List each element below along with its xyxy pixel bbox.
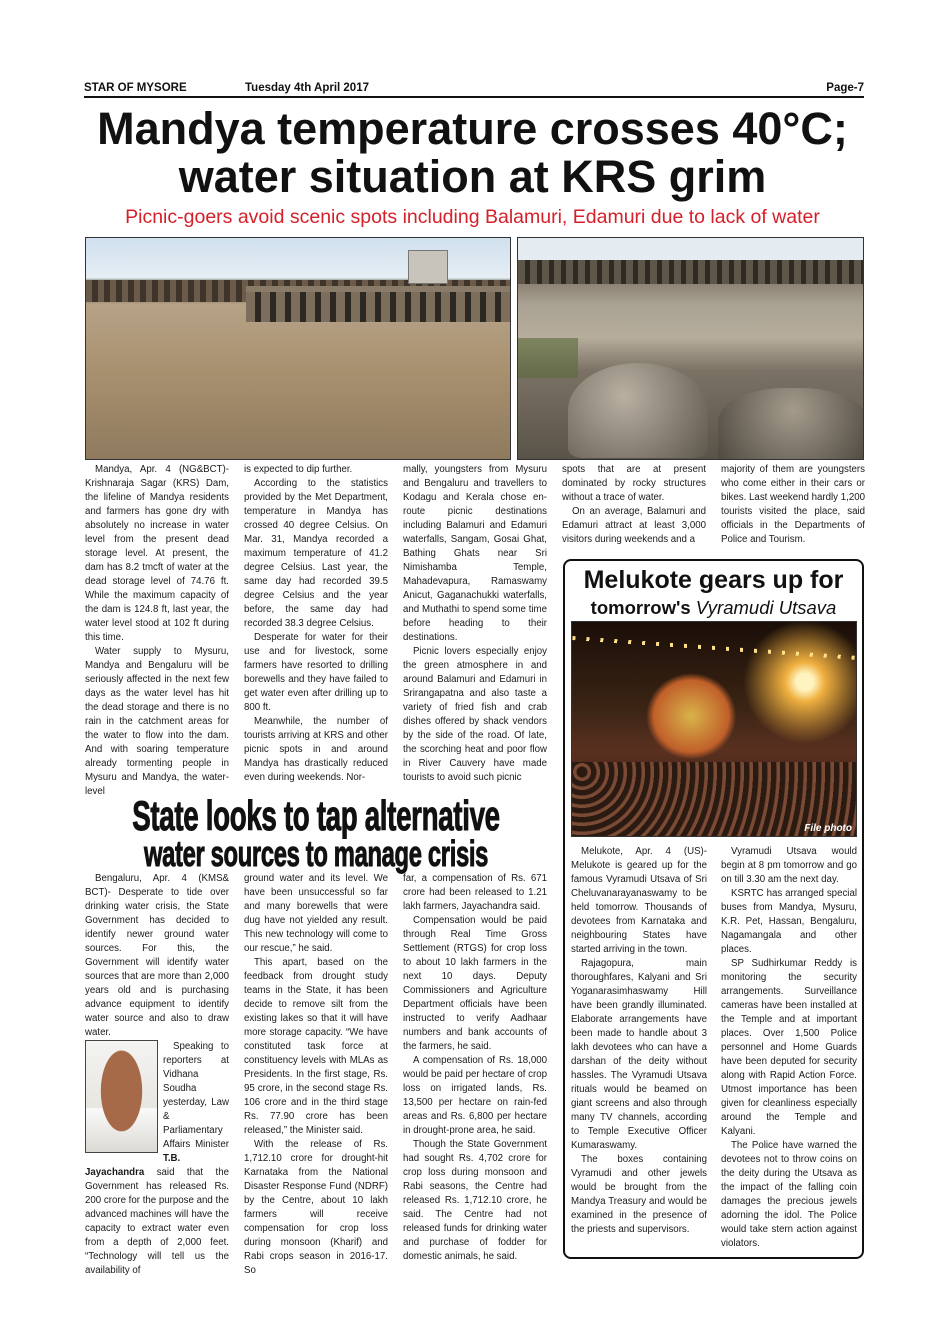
- paragraph: spots that are at present dominated by rocky structures without a trace of water.: [562, 464, 706, 503]
- text-run: Speaking to reporters at Vidhana Soudha yesterday, Law & Parliamentary Affairs Minister: [163, 1041, 229, 1150]
- paragraph: A compensation of Rs. 18,000 would be paid per hectare of crop loss on irrigated lands, Rs. 13,500 per hectare on rain-fed areas and Rs. 6,800 per hectare in drought-prone area, he said.: [403, 1055, 547, 1136]
- second-headline-line1: State looks to tap alternative: [132, 792, 500, 839]
- lead-column-2: [244, 463, 388, 785]
- paragraph: According to the statistics provided by the Met Department, temperature in Mandya has crossed 40 degree Celsius. On Mar. 31, Mandya recorded a maximum temperature of 41.2 degree Celsius. Last year, the same day had recorded 39.5 degree Celsius and the year before, the same day had recorded 38.3 degree Celsius.: [244, 478, 388, 629]
- lead-column-3: [403, 463, 547, 785]
- paragraph: The boxes containing Vyramudi and other jewels would be brought from the Mandya Treasury and would be examined in the presence of the priests and supervisors.: [571, 1154, 707, 1235]
- lead-column-5: [721, 463, 865, 547]
- masthead-bar: [84, 82, 864, 98]
- dry-riverbed-rocks-photo: [517, 237, 864, 460]
- second-column-2: [244, 872, 388, 1278]
- paragraph: Melukote, Apr. 4 (US)- Melukote is geared up for the famous Vyramudi Utsava of Sri Cheluvanarayanaswamy to be held tomorrow. Thousands of devotees from Karnataka and neighbouring States have started arriving in the town.: [571, 846, 707, 955]
- minister-name: T.B. Jayachandra: [85, 1153, 181, 1178]
- paragraph: The Police have warned the devotees not to throw coins on the deity during the Utsava as the impact of the falling coin damages the precious jewels adorning the idol. The Police would take stern action against violators.: [721, 1140, 857, 1249]
- second-headline: [85, 792, 547, 875]
- minister-photo: [85, 1040, 158, 1153]
- lead-headline-line1: Mandya temperature crosses 40°C;: [97, 103, 848, 154]
- paper-name: STAR OF MYSORE: [84, 82, 187, 94]
- paragraph: Rajagopura, main thoroughfares, Kalyani and Sri Yoganarasimhaswamy Hill have been grandly illuminated. Elaborate arrangements have been made to handle about 3 lakh devotees who can have a darshan of the deity without hassles. The Vyramudi Utsava rituals would be beamed on giant screens and also through many TV channels, according to Temple Executive Officer Kumaraswamy.: [571, 958, 707, 1151]
- paragraph: Picnic lovers especially enjoy the green atmosphere in and around Balamuri and Edamuri in Srirangapatna and also taste a variety of fried fish and crab dishes offered by shack vendors by the side of the road. Of late, the scorching heat and poor flow in River Cauvery have made tourists to avoid such picnic: [403, 646, 547, 783]
- paragraph: ground water and its level. We have been unsuccessful so far and many borewells that were dug have not yielded any result. This new technology will come to our rescue,” he said.: [244, 873, 388, 954]
- page-number: Page-7: [826, 82, 864, 94]
- paragraph: Water supply to Mysuru, Mandya and Bengaluru will be seriously affected in the next few days as the water level has hit the dead storage and there is no rain in the catchment areas for the water to flow into the dam. And with soaring temperature already tormenting people in Mysuru and Mandya, the water-level: [85, 646, 229, 797]
- issue-date: Tuesday 4th April 2017: [245, 82, 369, 94]
- paragraph: Mandya, Apr. 4 (NG&BCT)- Krishnaraja Sagar (KRS) Dam, the lifeline of Mandya residents and farmers has gone dry with absolutely no increase in water level from the present dead storage level. At present, the dam has 8.2 tmcft of water at the dead storage level of 74.76 ft. While the maximum capacity of the dam is 124.8 ft, last year, the water level stood at 102 ft during this time.: [85, 464, 229, 643]
- melukote-box: [563, 559, 864, 1259]
- paragraph: Desperate for water for their use and for livestock, some farmers have resorted to drilling borewells and they have failed to get water even after drilling up to 800 ft.: [244, 632, 388, 713]
- utsava-procession-photo: [571, 621, 857, 837]
- paragraph: Bengaluru, Apr. 4 (KMS& BCT)- Desperate to tide over drinking water crisis, the State Government has decided to identify newer ground water sources. For this, the Government will identify water sources that are more than 2,000 years old and is purchasing advance equipment to identify water source and also to draw water.: [85, 873, 229, 1038]
- paragraph: mally, youngsters from Mysuru and Bengaluru and travellers to Kodagu and Kerala chose en-route picnic destinations including Balamuri and Edamuri waterfalls, Sangam, Gosai Ghat, Bathing Ghats near Sri Nimishamba Temple, Mahadevapura, Ramaswamy Anicut, Gaganachukki waterfalls, and Muthathi to spend some time before heading to their destinations.: [403, 464, 547, 643]
- paragraph: Though the State Government had sought Rs. 4,702 crore for crop loss during monsoon and Rabi seasons, the Centre had released Rs. 1,712.10 crore, he said. The Centre had not released funds for drinking water and purchase of fodder for domestic animals, he said.: [403, 1139, 547, 1262]
- paragraph: [85, 1040, 229, 1278]
- text-run: said that the Government has released Rs. 200 crore for the purpose and the advanced machines will have the capacity to extract water even from a depth of 2,000 feet. “Technology will tell us the availability of: [85, 1167, 229, 1276]
- paragraph: far, a compensation of Rs. 671 crore had been released to 1.21 lakh farmers, Jayachandra said.: [403, 873, 547, 912]
- paragraph: Compensation would be paid through Real Time Gross Settlement (RTGS) for crop loss to about 10 lakh farmers in the next 10 days. Deputy Commissioners and Agriculture Department officials have been instructed to verify Aadhaar numbers and bank accounts of the farmers, he said.: [403, 915, 547, 1052]
- paragraph: With the release of Rs. 1,712.10 crore for drought-hit Karnataka from the National Disaster Response Fund (NDRF) by the Centre, about 10 lakh farmers will receive compensation for crop loss during monsoon (Kharif) and Rabi crops season in 2016-17. So: [244, 1139, 388, 1276]
- box-column-1: [571, 845, 707, 1237]
- paragraph: majority of them are youngsters who come either in their cars or bikes. Last weekend hardly 1,200 tourists visited the place, said officials in the Departments of Police and Tourism.: [721, 464, 865, 545]
- box-headline-line2: [565, 596, 862, 620]
- lead-headline-line2: water situation at KRS grim: [178, 151, 767, 202]
- paragraph: SP Sudhirkumar Reddy is monitoring the security arrangements. Surveillance cameras have been installed at the Temple and at important places. Over 1,500 Police personnel and Home Guards have been deputed for security along with Rapid Action Force. Utmost importance has been given for cleanliness especially around the Temple and Kalyani.: [721, 958, 857, 1137]
- lead-subhead: Picnic-goers avoid scenic spots including Balamuri, Edamuri due to lack of water: [125, 206, 820, 228]
- box-column-2: [721, 845, 857, 1251]
- box-headline-line1: Melukote gears up for: [583, 566, 844, 594]
- paragraph: Meanwhile, the number of tourists arriving at KRS and other picnic spots in and around Mandya has drastically reduced even during weekends. Nor-: [244, 716, 388, 783]
- paragraph: is expected to dip further.: [244, 464, 353, 475]
- second-column-1: [85, 872, 229, 1278]
- paragraph: On an average, Balamuri and Edamuri attract at least 3,000 visitors during weekends and a: [562, 506, 706, 545]
- second-headline-line2: water sources to manage crisis: [143, 833, 489, 874]
- photo-credit: File photo: [804, 823, 852, 834]
- dry-dam-photo: [85, 237, 511, 460]
- lead-column-1: [85, 463, 229, 799]
- lead-column-4: [562, 463, 706, 547]
- paragraph: This apart, based on the feedback from drought study teams in the State, it has been decide to remove silt from the existing lakes so that it will have more storage capacity. “We have constituted task force at constituency levels with MLAs as Presidents. In the first stage, Rs. 95 crore, in the second stage Rs. 106 crore and in the third stage Rs. 77.90 crore has been released,” the Minister said.: [244, 957, 388, 1136]
- second-column-3: [403, 872, 547, 1264]
- text-run: Vyramudi Utsava: [695, 597, 837, 618]
- paragraph: KSRTC has arranged special buses from Mandya, Mysuru, K.R. Pet, Hassan, Bengaluru, Nagamangala and other places.: [721, 888, 857, 955]
- paragraph: Vyramudi Utsava would begin at 8 pm tomorrow and go on till 3.30 am the next day.: [721, 846, 857, 885]
- text-run: tomorrow's: [590, 597, 696, 618]
